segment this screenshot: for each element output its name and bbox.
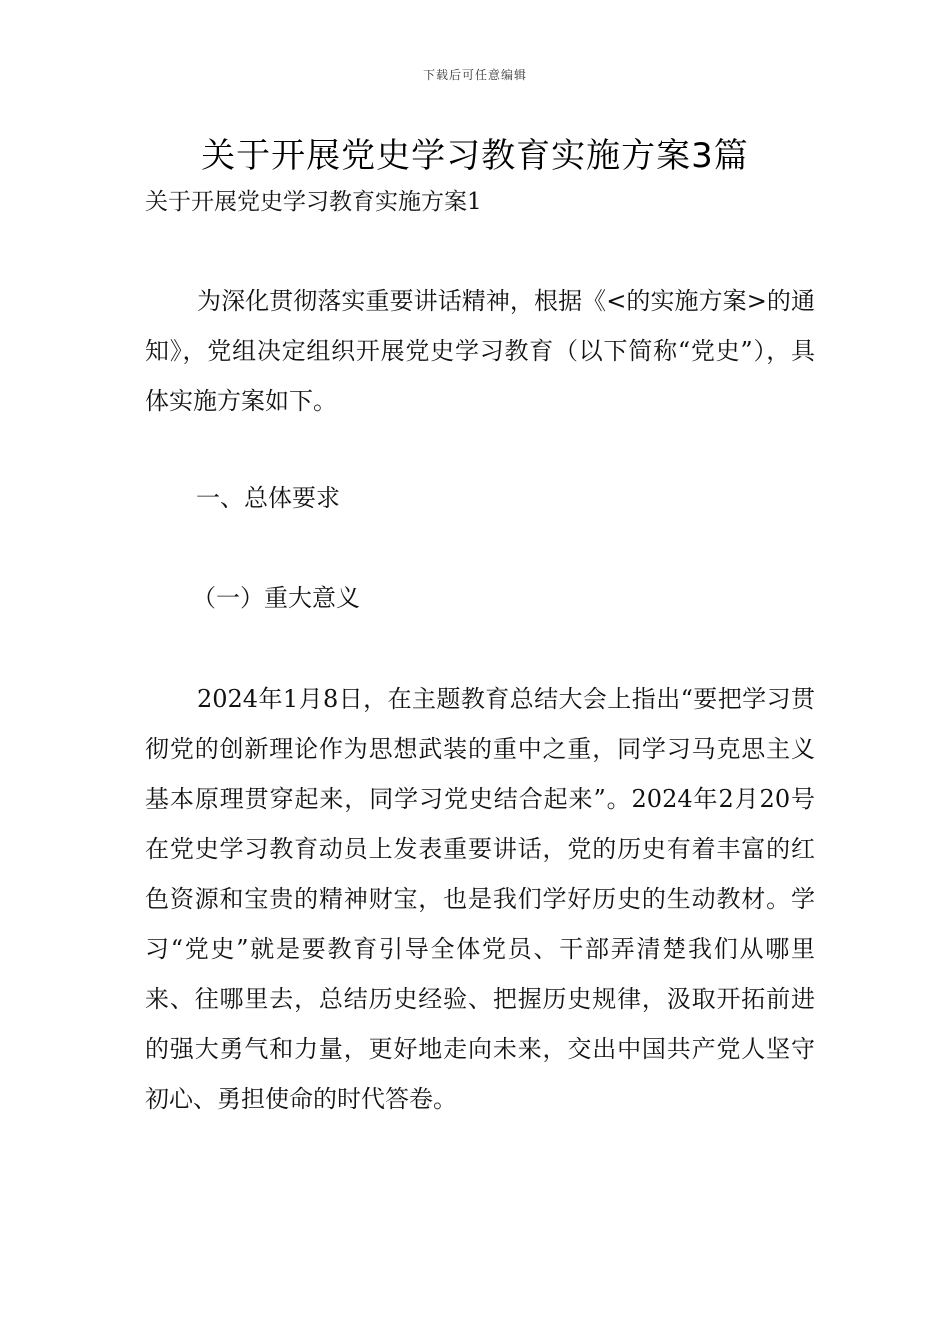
section-heading-overall-requirements: 一、总体要求 bbox=[196, 484, 340, 512]
intro-paragraph: 为深化贯彻落实重要讲话精神，根据《<的实施方案>的通知》，党组决定组织开展党史学习教育（以下简称“党史”），具体实施方案如下。 bbox=[145, 287, 815, 415]
subsection-heading-significance: （一）重大意义 bbox=[192, 584, 360, 612]
document-subtitle: 关于开展党史学习教育实施方案1 bbox=[145, 189, 482, 215]
header-note: 下载后可任意编辑 bbox=[422, 68, 527, 82]
significance-paragraph: 2024年1月8日，在主题教育总结大会上指出“要把学习贯彻党的创新理论作为思想武装的重中之重，同学习马克思主义基本原理贯穿起来，同学习党史结合起来”。2024年2月20号在党史学习教育动员上发表重要讲话，党的历史有着丰富的红色资源和宝贵的精神财宝，也是我们学好历史的生动教材。学习“党史”就是要教育引导全体党员、干部弄清楚我们从哪里来、往哪里去，总结历史经验、把握历史规律，汲取开拓前进的强大勇气和力量，更好地走向未来，交出中国共产党人坚守初心、勇担使命的时代答卷。 bbox=[145, 685, 815, 1113]
document-title: 关于开展党史学习教育实施方案3篇 bbox=[201, 136, 749, 176]
